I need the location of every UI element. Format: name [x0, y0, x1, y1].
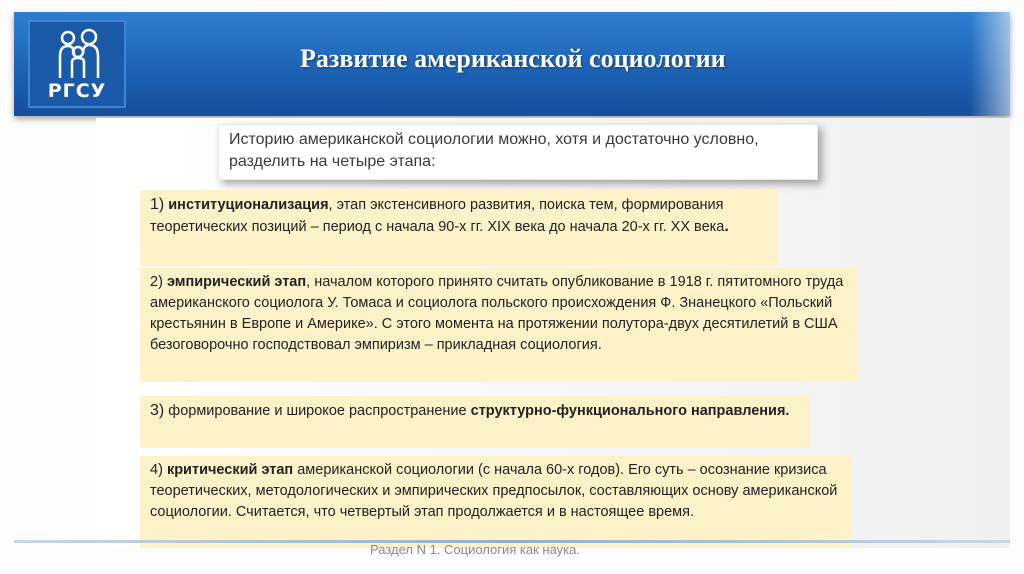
- stage-1-term: институционализация: [168, 197, 329, 213]
- logo-text: РГСУ: [47, 80, 107, 102]
- stage-3-number: 3): [150, 402, 165, 419]
- rgsu-logo: [28, 20, 126, 108]
- stage-4-term: критический этап: [166, 462, 294, 478]
- footer-section-label: Раздел N 1. Социология как наука.: [370, 542, 580, 557]
- stage-4-box: [140, 456, 852, 548]
- stage-1-text: , этап экстенсивного развития, поиска тем, формирования теоретических позиций – период с начала 90-х гг. XIX века до начала 20-х гг. XX века: [150, 197, 725, 235]
- stage-1-end: .: [724, 218, 729, 235]
- page-title: Развитие американской социологии: [300, 44, 726, 73]
- family-icon: [56, 28, 102, 80]
- stage-2-text: , началом которого принято считать опубликование в 1918 г. пятитомного труда американского социолога У. Томаса и социолога польского происхождения Ф. Знанецкого «Польский крестьянин в Европе и Америке». С этого момента на протяжении полутора-двух десятилетий в США безоговорочно господствовал эмпиризм – прикладная социология.: [150, 274, 844, 353]
- stage-3-term: структурно-функционального направления.: [470, 403, 790, 419]
- stage-1-number: 1): [150, 196, 165, 213]
- stage-1-box: [140, 190, 778, 266]
- intro-box: Историю американской социологии можно, хотя и достаточно условно, разделить на четыре этапа:: [218, 124, 818, 180]
- stage-3-box: [140, 396, 810, 448]
- stage-2-term: эмпирический этап: [166, 274, 307, 290]
- stage-3-text: формирование и широкое распространение: [164, 403, 471, 419]
- stage-2-number: 2): [150, 274, 163, 290]
- stage-4-number: 4): [150, 462, 163, 478]
- stage-4-text: американской социологии (с начала 60-х годов). Его суть – осознание кризиса теоретических, методологических и эмпирических предпосылок, составляющих основу американской социологии. Считается, что четвертый этап продолжается и в настоящее время.: [150, 462, 838, 520]
- stage-2-box: [140, 268, 858, 382]
